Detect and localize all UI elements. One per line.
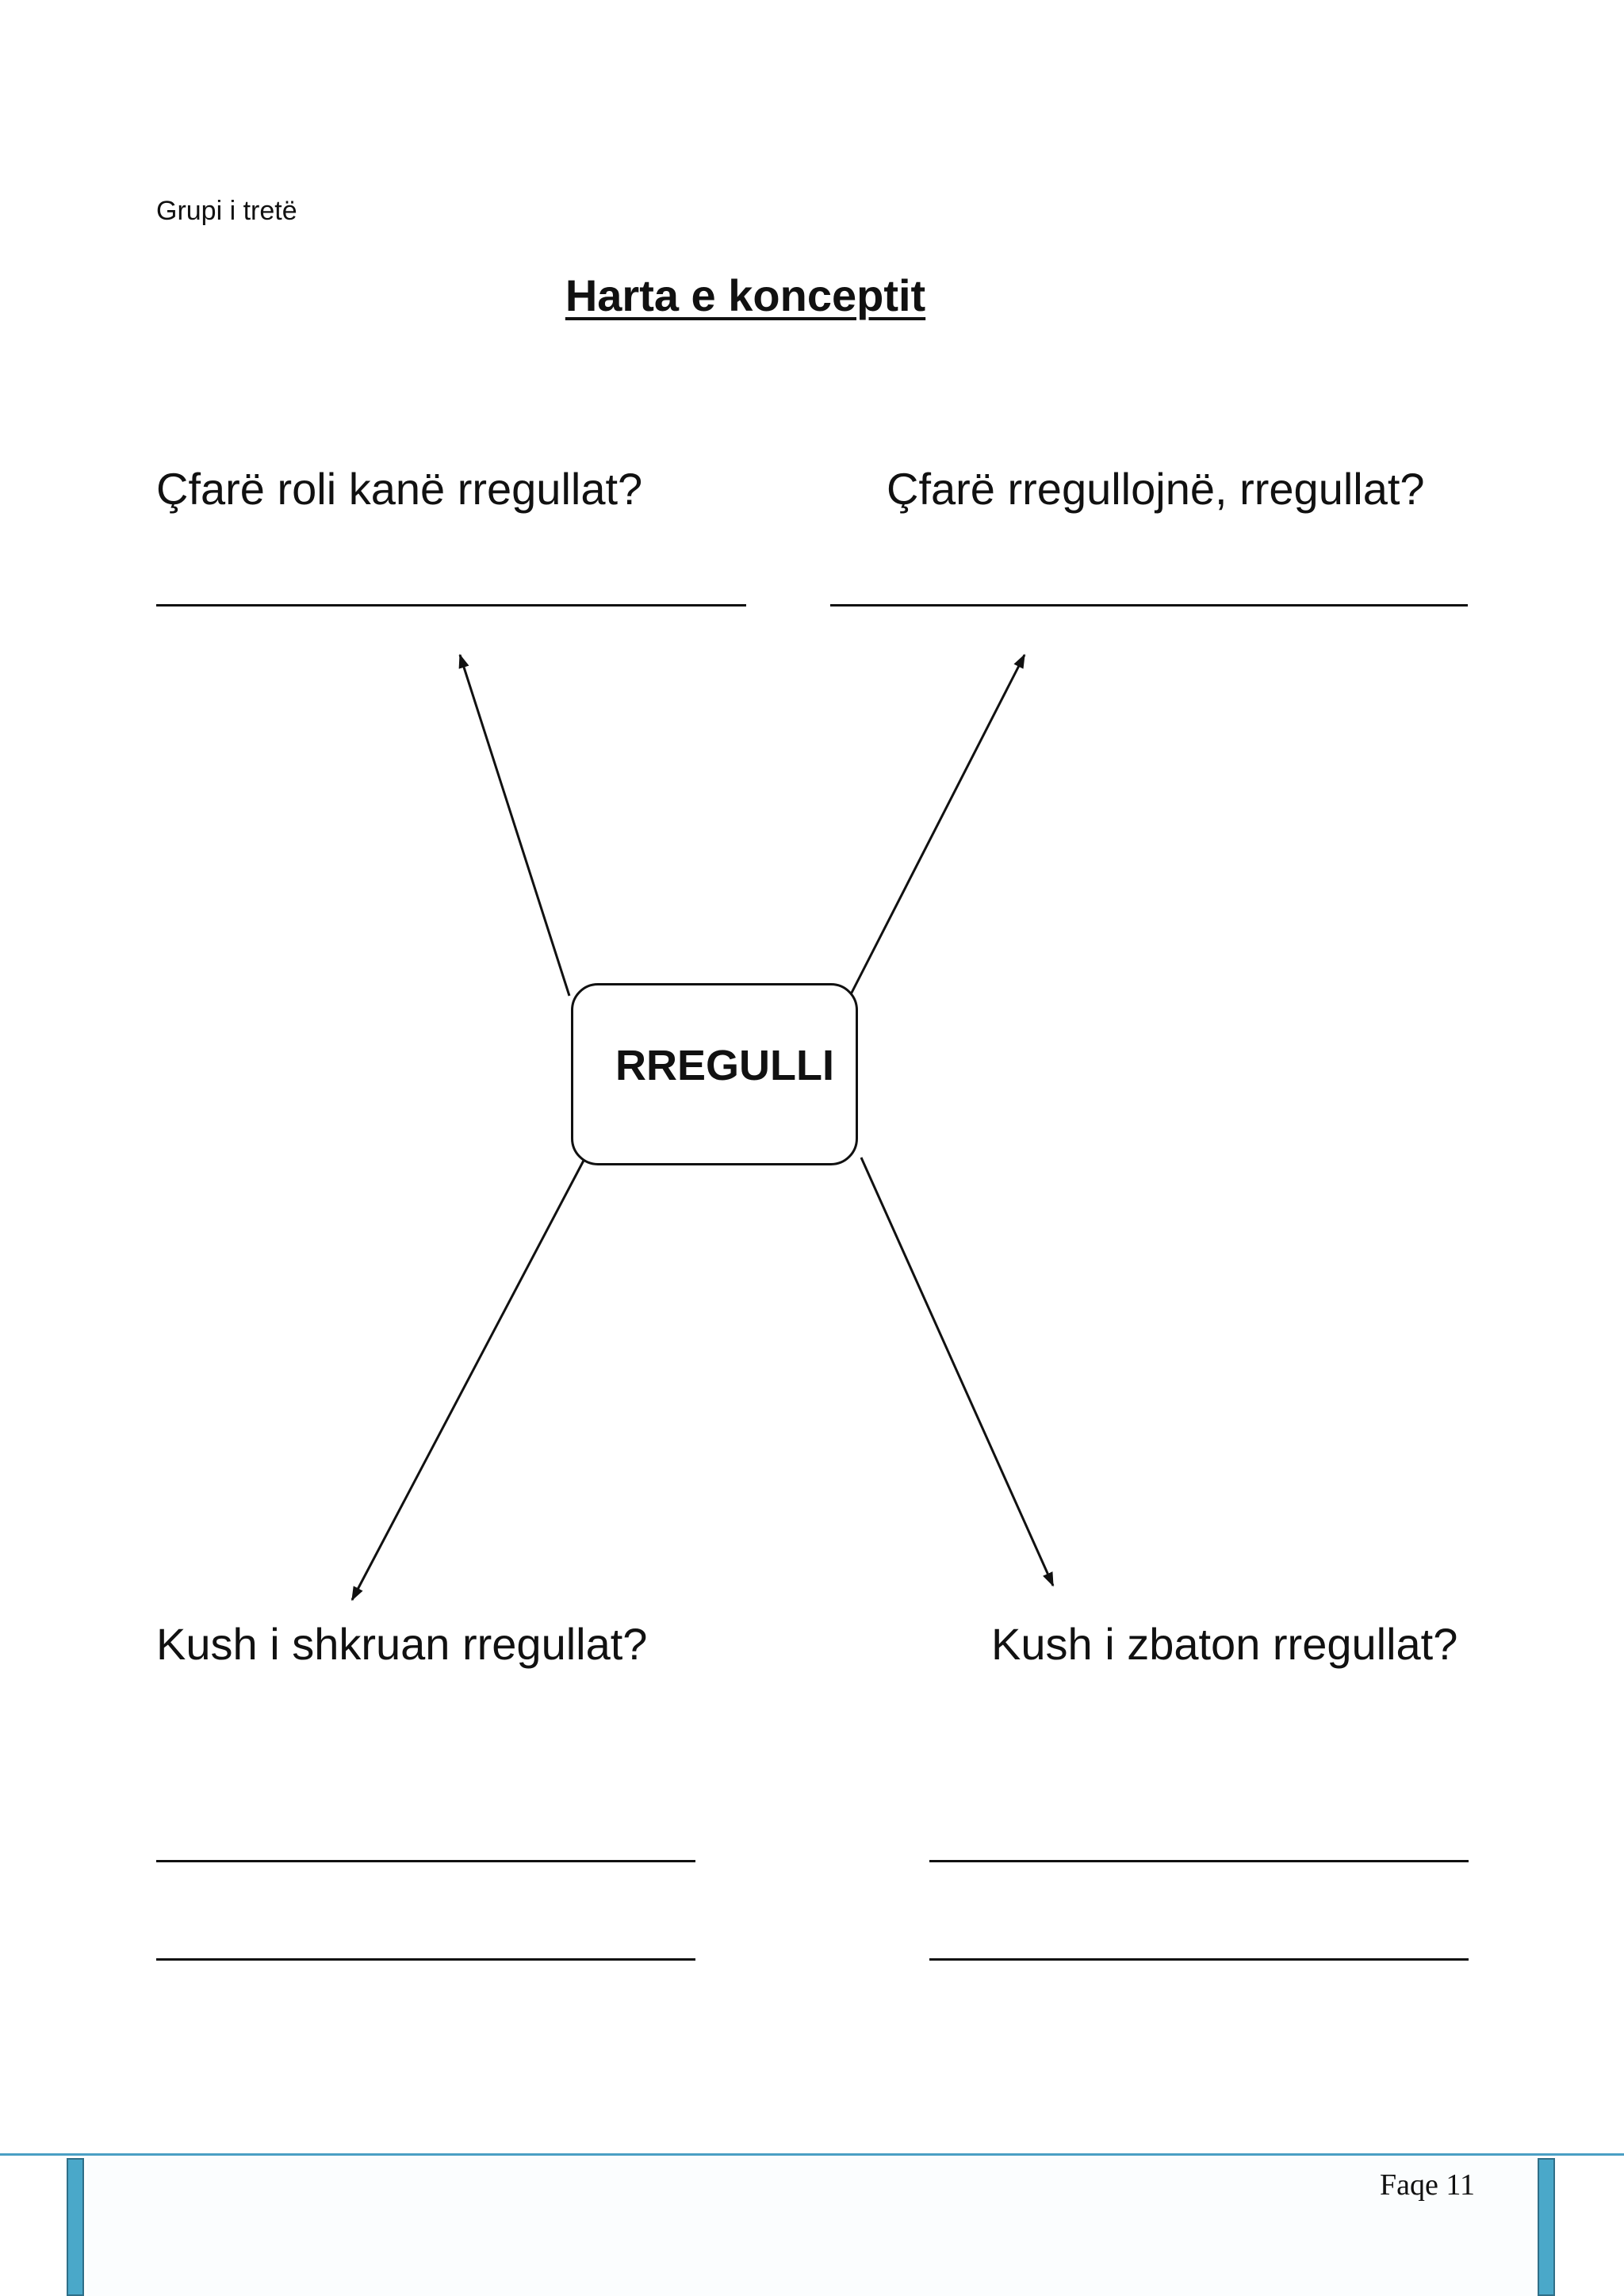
footer-background: [87, 2156, 1537, 2296]
answer-line-bottom-right-2[interactable]: [929, 1958, 1469, 1961]
arrow-to-top-right: [850, 655, 1025, 996]
group-label: Grupi i tretë: [156, 196, 297, 226]
question-top-right: Çfarë rregullojnë, rregullat?: [887, 464, 1425, 514]
footer-right-bar: [1538, 2158, 1555, 2296]
footer-left-bar: [67, 2158, 84, 2296]
answer-line-bottom-left-2[interactable]: [156, 1958, 695, 1961]
arrow-to-bottom-right: [861, 1158, 1053, 1586]
question-bottom-right: Kush i zbaton rregullat?: [991, 1619, 1458, 1669]
question-bottom-left: Kush i shkruan rregullat?: [156, 1619, 648, 1669]
footer-rule: [0, 2153, 1624, 2156]
arrow-to-top-left: [460, 655, 569, 996]
page-title: Harta e konceptit: [565, 270, 926, 320]
arrow-to-bottom-left: [352, 1158, 585, 1600]
question-top-left: Çfarë roli kanë rregullat?: [156, 464, 643, 514]
answer-line-bottom-left-1[interactable]: [156, 1860, 695, 1862]
answer-line-bottom-right-1[interactable]: [929, 1860, 1469, 1862]
center-concept-label: RREGULLI: [615, 1042, 834, 1089]
page-number: Faqe 11: [1380, 2168, 1475, 2202]
